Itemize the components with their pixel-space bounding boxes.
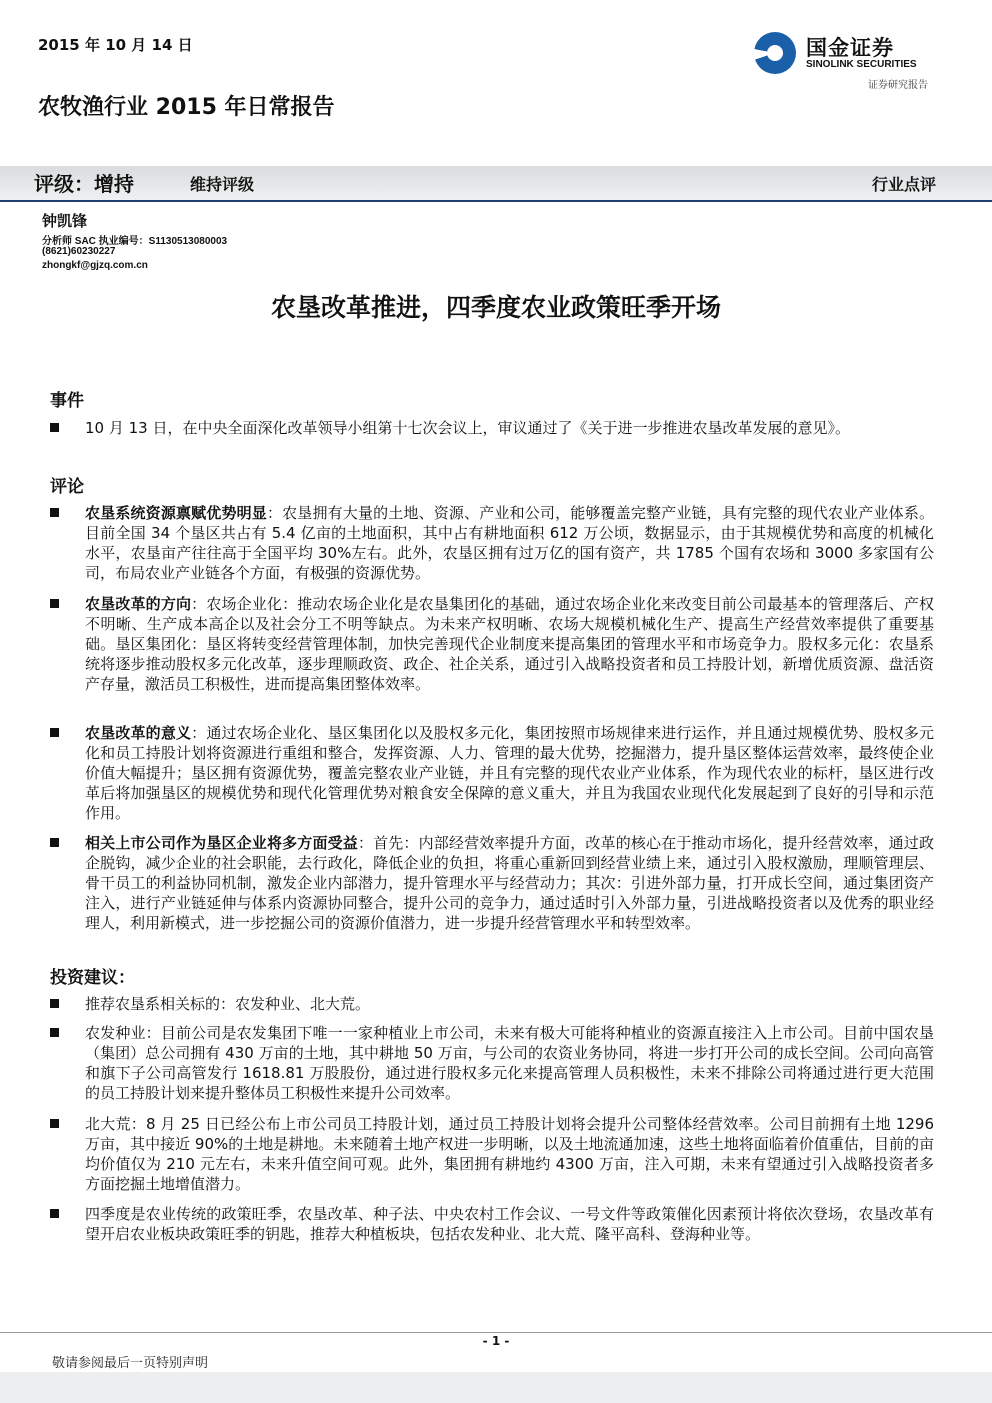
event-text: 10 月 13 日，在中央全面深化改革领导小组第十七次会议上，审议通过了《关于进一步推进农垦改革发展的意见》。 (85, 419, 850, 437)
invest-text: 推荐农垦系相关标的：农发种业、北大荒。 (85, 995, 371, 1013)
invest-text: 四季度是农业传统的政策旺季，农垦改革、种子法、中央农村工作会议、一号文件等政策催化因素预计将依次登场，农垦改革有望开启农业板块政策旺季的钥匙，推荐大种植板块，包括农发种业、北大荒、隆平高科、登海种业等。 (85, 1205, 934, 1243)
disclaimer-note: 敬请参阅最后一页特别声明 (52, 1356, 209, 1371)
logo-subtitle: 证券研究报告 (868, 80, 928, 91)
comment-text: ：农垦拥有大量的土地、资源、产业和公司，能够覆盖完整产业链，具有完整的现代农业产业体系。目前全国 34 个垦区共占有 5.4 亿亩的土地面积，其中占有耕地面积 612 万公顷，数据显示，由于其规模优势和高度的机械化水平，农垦亩产往往高于全国平均 30%左右。此外，农垦区拥有过万亿的国有资产，共 1785 个国有农场和 3000 多家国有公司，布局农业产业链各个方面，有极强的资源优势。 (85, 504, 934, 582)
comment-lead: 农垦改革的方向 (85, 595, 192, 613)
list-item (50, 594, 934, 694)
section-title-invest: 投资建议： (50, 968, 135, 988)
bullet-icon (50, 599, 59, 608)
section-title-comment: 评论 (50, 477, 84, 497)
logo-english-name: SINOLINK SECURITIES (806, 59, 917, 70)
section-title-event: 事件 (50, 391, 84, 411)
analyst-email[interactable]: zhongkf@gjzq.com.cn (42, 260, 148, 271)
headline: 农垦改革推进，四季度农业政策旺季开场 (270, 293, 721, 322)
analyst-phone: (8621)60230227 (42, 246, 116, 257)
list-item (50, 1204, 934, 1244)
bullet-icon (50, 728, 59, 737)
list-item (50, 1114, 934, 1194)
comment-text: ：首先：内部经营效率提升方面，改革的核心在于推动市场化，提升经营效率，通过政企脱钩，减少企业的社会职能，去行政化，降低企业的负担，将重心重新回到经营业绩上来，通过引入股权激励，理顺管理层、骨干员工的利益协同机制，激发企业内部潜力，提升管理水平与经营动力；其次：引进外部力量，打开成长空间，通过集团资产注入，进行产业链延伸与体系内资源协同整合，提升公司的竞争力，通过适时引入外部力量，引进战略投资者以及优秀的职业经理人，利用新模式，进一步挖掘公司的资源价值潜力，进一步提升经营管理水平和转型效率。 (85, 834, 934, 932)
bullet-icon (50, 999, 59, 1008)
rating-note: 维持评级 (190, 175, 255, 194)
bullet-icon (50, 508, 59, 517)
analyst-name: 钟凯锋 (42, 212, 88, 230)
list-item (50, 1023, 934, 1103)
comment-text: ：通过农场企业化、垦区集团化以及股权多元化，集团按照市场规律来进行运作，并且通过规模优势、股权多元化和员工持股计划将资源进行重组和整合，发挥资源、人力、管理的最大优势，挖掘潜力，提升垦区整体运营效率，最终使企业价值大幅提升；垦区拥有资源优势，覆盖完整农业产业链，并且有完整的现代农业产业体系，作为现代农业的标杆，垦区进行改革后将加强垦区的规模优势和现代化管理优势对粮食安全保障的意义重大，并且为我国农业现代化发展起到了良好的引导和示范作用。 (85, 724, 934, 822)
document-type: 行业点评 (871, 175, 936, 194)
logo-emblem-icon (754, 32, 796, 74)
page-number: - 1 - (482, 1334, 510, 1348)
bullet-icon (50, 1119, 59, 1128)
invest-text: 农发种业：目前公司是农发集团下唯一一家种植业上市公司，未来有极大可能将种植业的资源直接注入上市公司。目前中国农垦（集团）总公司拥有 430 万亩的土地，其中耕地 50 万亩，与公司的农资业务协同，将进一步打开公司的成长空间。公司向高管和旗下子公司高管发行 1618.81 万股股份，通过进行股权多元化来提高管理人员积极性，未来不排除公司将通过进行更大范围的员工持股计划来提升整体员工积极性来提升公司效率。 (85, 1024, 934, 1102)
report-title: 农牧渔行业 2015 年日常报告 (38, 95, 335, 120)
list-item (50, 418, 934, 438)
comment-text: ：农场企业化：推动农场企业化是农垦集团化的基础，通过农场企业化来改变目前公司最基本的管理落后、产权不明晰、生产成本高企以及社会分工不明等缺点。为未来产权明晰、农场大规模机械化生产、提高生产经营效率提供了重要基础。垦区集团化：垦区将转变经营管理体制，加快完善现代企业制度来提高集团的管理水平和市场竞争力。股权多元化：农垦系统将逐步推动股权多元化改革，逐步理顺政资、政企、社企关系，通过引入战略投资者和员工持股计划，新增优质资源、盘活资产存量，激活员工积极性，进而提高集团整体效率。 (85, 595, 934, 693)
bullet-icon (50, 838, 59, 847)
rating-band (0, 166, 992, 202)
list-item (50, 994, 934, 1014)
comment-lead: 农垦改革的意义 (85, 724, 192, 742)
report-date: 2015 年 10 月 14 日 (38, 36, 193, 54)
footer-band (0, 1372, 992, 1403)
list-item (50, 723, 934, 823)
company-logo (754, 32, 954, 92)
invest-text: 北大荒：8 月 25 日已经公布上市公司员工持股计划，通过员工持股计划将会提升公司整体经营效率。公司目前拥有土地 1296 万亩，其中接近 90%的土地是耕地。未来随着土地产权进一步明晰，以及土地流通加速，这些土地将面临着价值重估，目前的亩均价值仅为 210 元左右，未来升值空间可观。此外，集团拥有耕地约 4300 万亩，注入可期，未来有望通过引入战略投资者多方面挖掘土地增值潜力。 (85, 1115, 934, 1193)
bullet-icon (50, 1209, 59, 1218)
bullet-icon (50, 1028, 59, 1037)
logo-chinese-name: 国金证券 (806, 36, 894, 60)
footer-divider (0, 1332, 992, 1333)
list-item (50, 503, 934, 583)
analyst-license: 分析师 SAC 执业编号：S1130513080003 (42, 236, 228, 247)
list-item (50, 833, 934, 933)
comment-lead: 农垦系统资源禀赋优势明显 (85, 504, 267, 522)
rating-label: 评级：增持 (34, 172, 134, 196)
comment-lead: 相关上市公司作为垦区企业将多方面受益 (85, 834, 358, 852)
bullet-icon (50, 423, 59, 432)
